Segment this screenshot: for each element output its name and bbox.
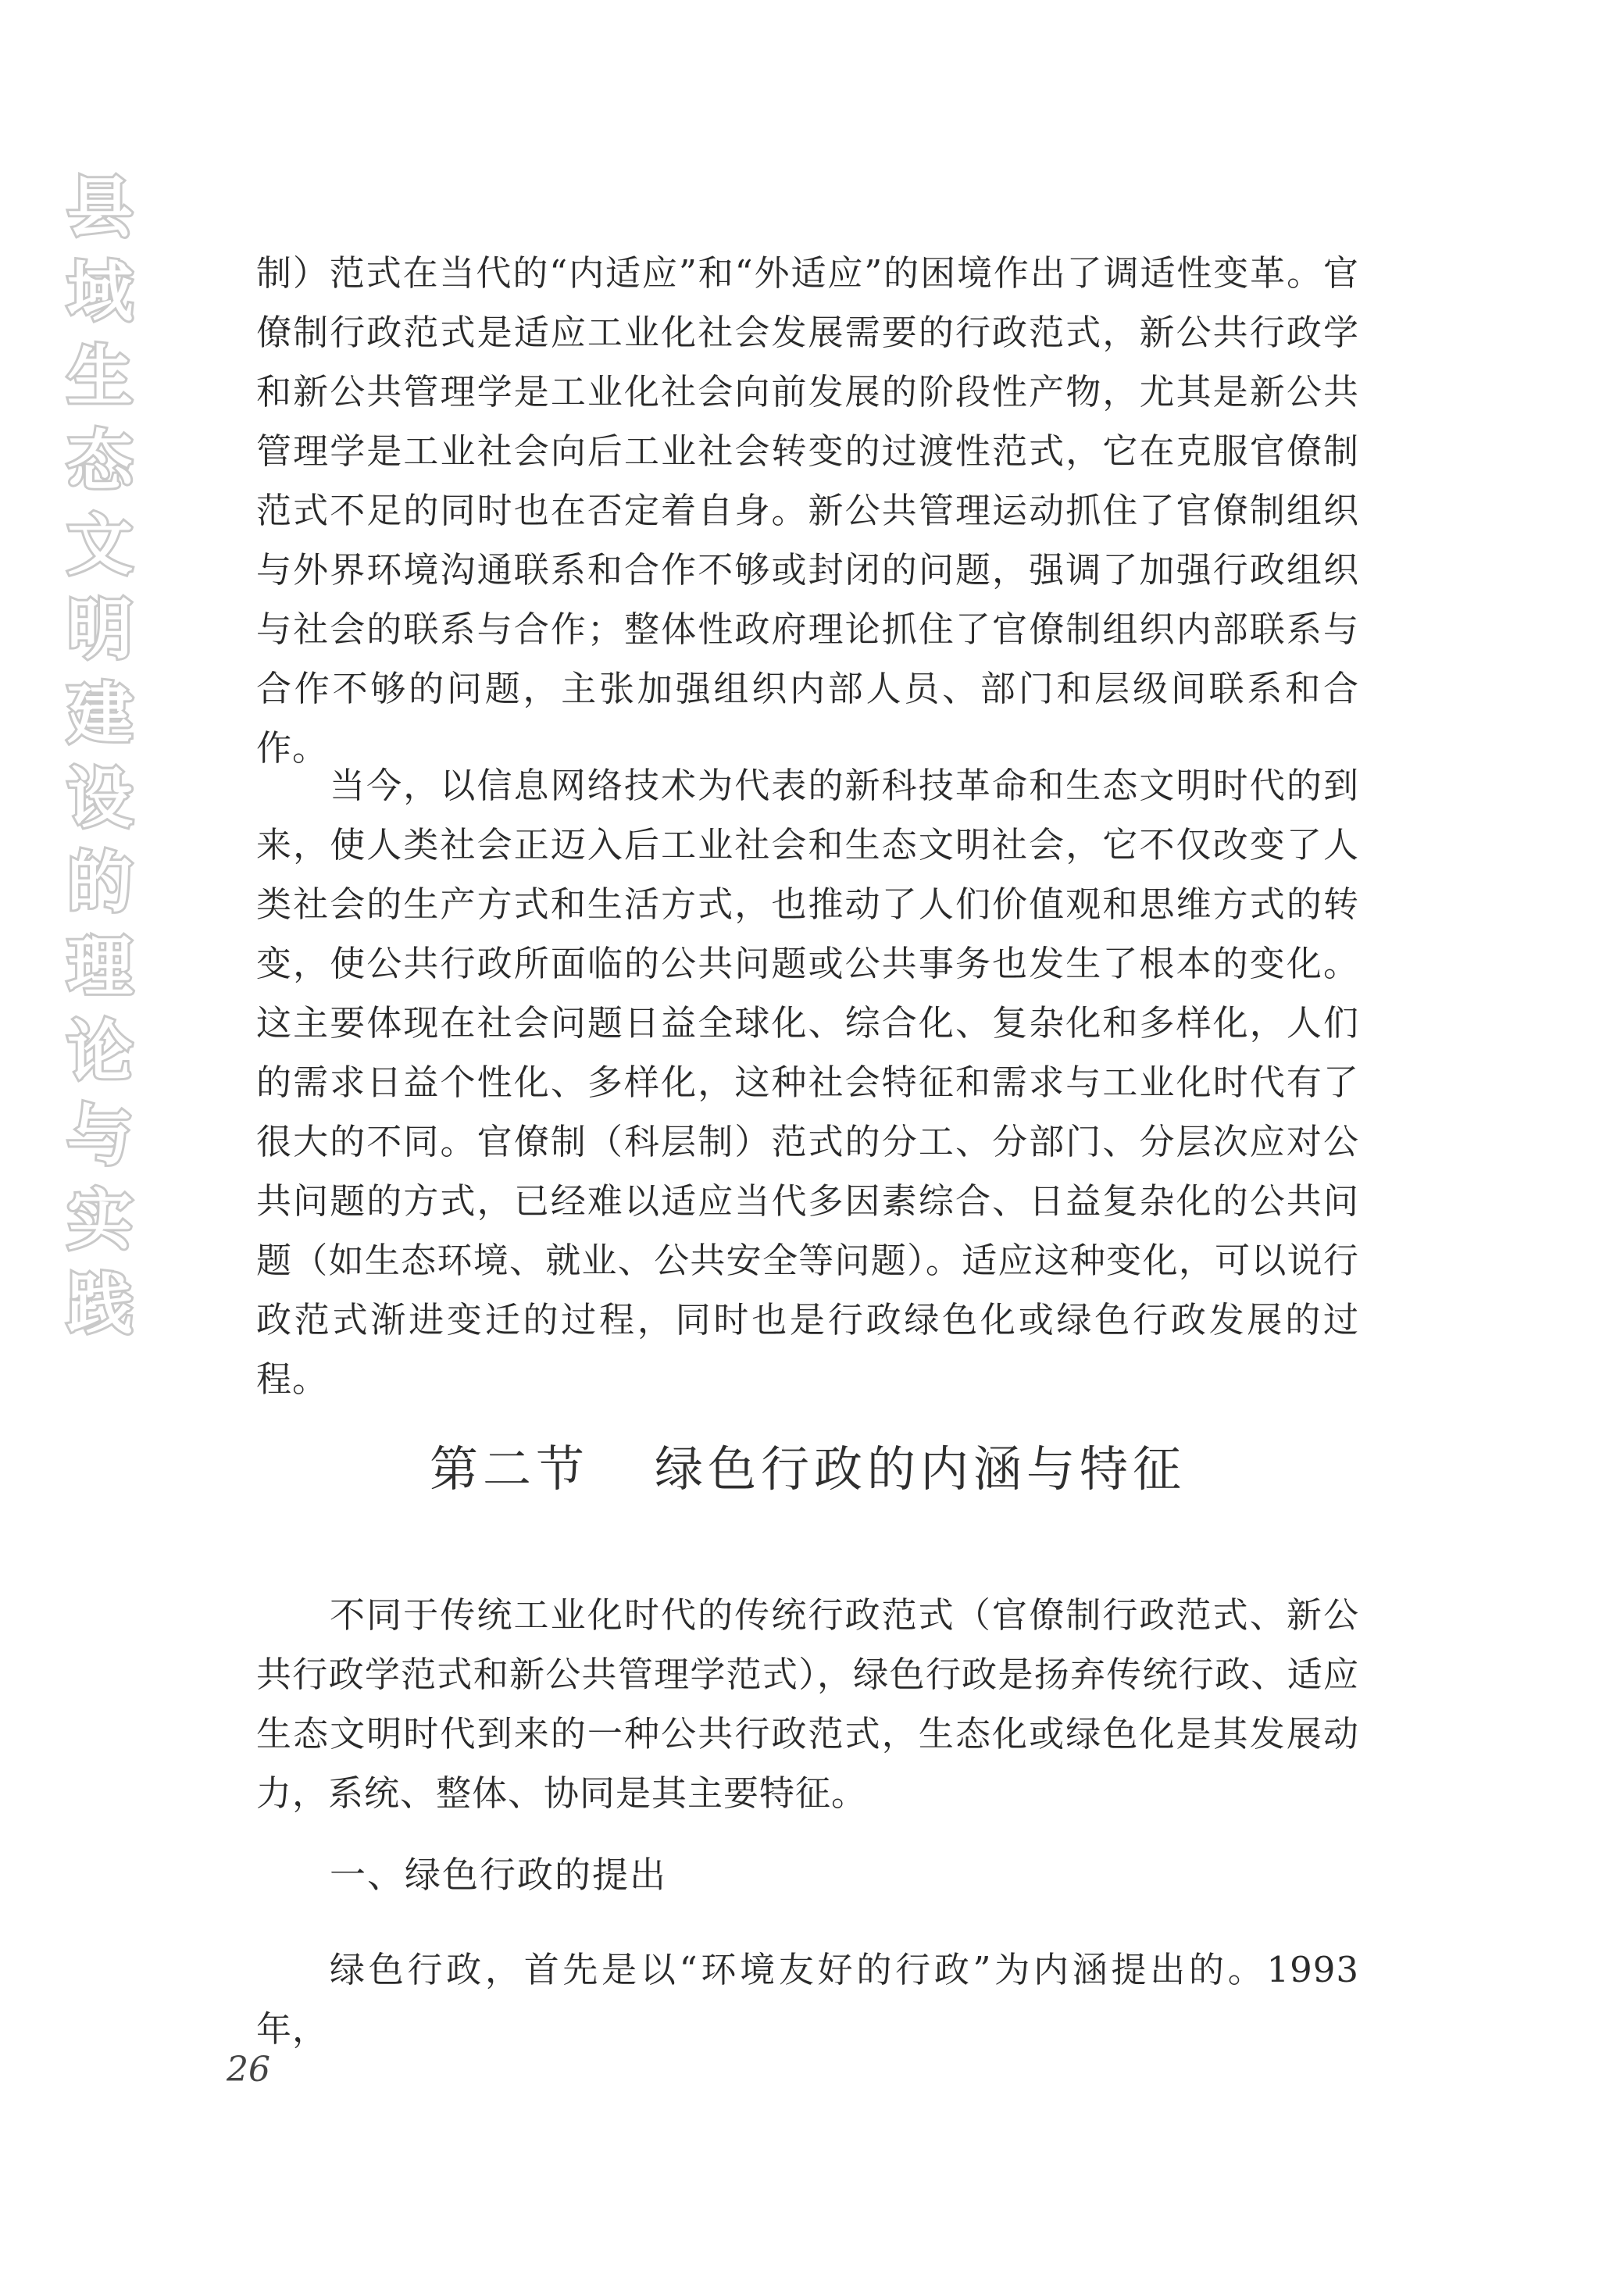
section-heading	[256, 1434, 1359, 1504]
section-number: 第二节	[429, 1440, 589, 1497]
page-number: 26	[227, 2050, 270, 2090]
book-title-char: 理	[66, 929, 133, 1005]
book-title-char: 态	[66, 423, 133, 499]
subsection-paragraph	[256, 1940, 1359, 2059]
paragraph-continued	[256, 244, 1359, 778]
book-title-char: 生	[66, 338, 133, 415]
section-title: 绿色行政的内涵与特征	[655, 1440, 1187, 1497]
book-title-char: 设	[66, 760, 133, 837]
book-title-char: 文	[66, 507, 133, 584]
body-paragraph: 制）范式在当代的“内适应”和“外适应”的困境作出了调适性变革。官僚制行政范式是适应工业化社会发展需要的行政范式，新公共行政学和新公共管理学是工业化社会向前发展的阶段性产物，尤其是新公共管理学是工业社会向后工业社会转变的过渡性范式，它在克服官僚制范式不足的同时也在否定着自身。新公共管理运动抓住了官僚制组织与外界环境沟通联系和合作不够或封闭的问题，强调了加强行政组织与社会的联系与合作；整体性政府理论抓住了官僚制组织内部联系与合作不够的问题，主张加强组织内部人员、部门和层级间联系和合作。	[256, 252, 1359, 769]
body-paragraph: 当今，以信息网络技术为代表的新科技革命和生态文明时代的到来，使人类社会正迈入后工业社会和生态文明社会，它不仅改变了人类社会的生产方式和生活方式，也推动了人们价值观和思维方式的转变，使公共行政所面临的公共问题或公共事务也发生了根本的变化。这主要体现在社会问题日益全球化、综合化、复杂化和多样化，人们的需求日益个性化、多样化，这种社会特征和需求与工业化时代有了很大的不同。官僚制（科层制）范式的分工、分部门、分层次应对公共问题的方式，已经难以适应当代多因素综合、日益复杂化的公共问题（如生态环境、就业、公共安全等问题）。适应这种变化，可以说行政范式渐进变迁的过程，同时也是行政绿色化或绿色行政发展的过程。	[256, 765, 1359, 1400]
subsection-heading: 一、绿色行政的提出	[330, 1854, 667, 1896]
book-title-char: 践	[66, 1266, 133, 1343]
book-title-char: 县	[66, 170, 133, 246]
body-paragraph: 绿色行政，首先是以“环境友好的行政”为内涵提出的。1993 年，	[256, 1949, 1359, 2050]
section-intro	[256, 1586, 1359, 1823]
book-title-char: 域	[66, 254, 133, 330]
book-title-vertical	[61, 166, 139, 1347]
book-title-char: 明	[66, 591, 133, 668]
book-title-char: 与	[66, 1098, 133, 1174]
book-title-char: 实	[66, 1182, 133, 1258]
paragraph-today	[256, 756, 1359, 1409]
book-title-char: 建	[66, 676, 133, 752]
book-title-char: 的	[66, 844, 133, 921]
book-title-char: 论	[66, 1013, 133, 1090]
body-paragraph: 不同于传统工业化时代的传统行政范式（官僚制行政范式、新公共行政学范式和新公共管理学范式），绿色行政是扬弃传统行政、适应生态文明时代到来的一种公共行政范式，生态化或绿色化是其发展动力，系统、整体、协同是其主要特征。	[256, 1594, 1359, 1814]
